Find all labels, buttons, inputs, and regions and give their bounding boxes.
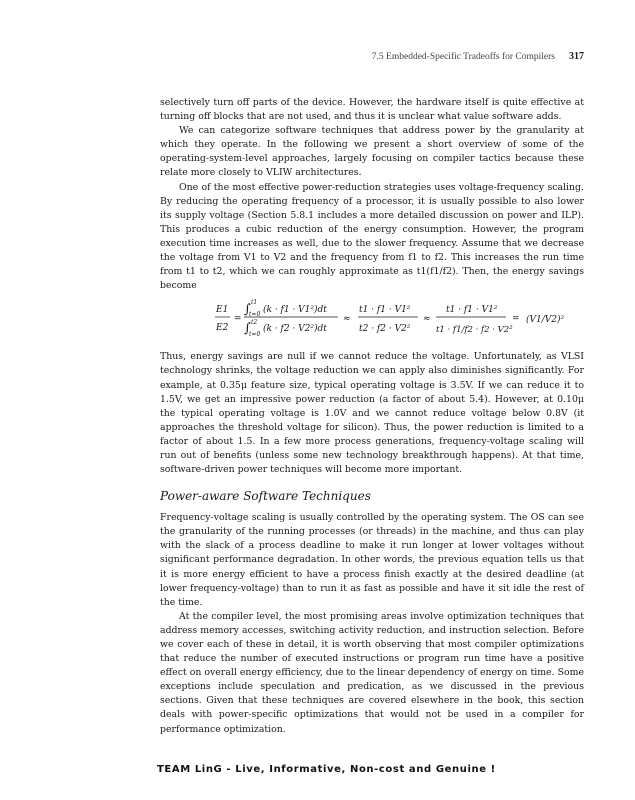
eq-right-num: t1 · f1 · V1² (446, 305, 498, 316)
integral-symbol: ∫ (244, 321, 251, 337)
paragraph: Frequency-voltage scaling is usually controlled by the operating system. The OS can see the granularity of the running processes (or threads) in the machine, and thus can play with the slack of a process deadline to make it run longer at lower voltages without significant performance degradation. In other words, the previous equation tells us that it is more energy efficient to have a process finish exactly at the desired deadline (at lower frequency-voltage) than to run it as fast as possible and have it sit idle the rest of the time. (160, 512, 584, 608)
paragraph: One of the most effective power-reduction strategies uses voltage-frequency scaling. By reducing the operating frequency of a processor, it is usually possible to also lower its supply voltage (Section 5.8.1 includes a more detailed discussion on power and ILP). This produces a cubic reduction of the energy consumption. However, the program execution time increases as well, due to the slower frequency. Assume that we decrease the voltage from V1 to V2 and the frequency from f1 to f2. This increases the run time from t1 to t2, which we can roughly approximate as t1(f1/f2). Then, the energy savings become (160, 181, 584, 292)
eq-mid-den: t2 · f2 · V2² (359, 324, 411, 335)
eq-int-den: (k · f2 · V2²)dt (263, 324, 327, 335)
eq-int-num: (k · f1 · V1²)dt (263, 305, 327, 316)
eq-t1-sup: t1 (251, 299, 258, 307)
eq-approx: ≈ (343, 314, 351, 325)
paragraph: selectively turn off parts of the device. However, the hardware itself is quite effective at turning off blocks that are not used, and thus it is unclear what value software adds. (160, 97, 584, 123)
integral-symbol: ∫ (244, 302, 251, 318)
eq-result: (V1/V2)² (526, 315, 565, 326)
eq-lhs-den: E2 (216, 323, 229, 334)
eq-approx: ≈ (423, 314, 431, 325)
eq-t0-sub: t=0 (249, 311, 261, 319)
section-title: 7.5 Embedded-Specific Tradeoffs for Compilers (371, 52, 555, 62)
paragraph: We can categorize software techniques that address power by the granularity at which they operate. In the following we present a short overview of some of the operating-system-level approaches, largely focusing on compiler tactics because these relate more closely to VLIW architectures. (160, 125, 584, 179)
eq-t0-sub: t=0 (249, 331, 261, 339)
section-heading: Power-aware Software Techniques (160, 489, 371, 504)
energy-equation (160, 295, 584, 346)
page-number: 317 (569, 51, 584, 62)
eq-equals: = (234, 314, 242, 325)
eq-t2-sup: t2 (251, 319, 258, 327)
running-head (160, 51, 584, 62)
eq-mid-num: t1 · f1 · V1² (359, 305, 411, 316)
body-text (160, 96, 584, 737)
paragraph: Thus, energy savings are null if we cannot reduce the voltage. Unfortunately, as VLSI technology shrinks, the voltage reduction we can apply also diminishes significantly. For example, at 0.35μ feature size, typical operating voltage is 3.5V. If we can reduce it to 1.5V, we get an impressive power reduction (a factor of about 5.4). However, at 0.10μ the typical operating voltage is 1.0V and we cannot reduce voltage below 0.8V (it approaches the threshold voltage for silicon). Thus, the power reduction is limited to a factor of about 1.5. In a few more process generations, frequency-voltage scaling will run out of benefits (unless some new technology breakthrough happens). At that time, software-driven power techniques will become more important. (160, 351, 584, 476)
eq-equals: = (512, 314, 520, 325)
eq-lhs-num: E1 (216, 305, 229, 316)
eq-right-den: t1 · f1/f2 · f2 · V2² (436, 325, 513, 336)
footer-watermark: TEAM LinG - Live, Informative, Non-cost and Genuine ! (157, 764, 496, 775)
paragraph: At the compiler level, the most promising areas involve optimization techniques that address memory accesses, switching activity reduction, and instruction selection. Before we cover each of these in detail, it is worth observing that most compiler optimizations that reduce the number of executed instructions or program run time have a positive effect on overall energy efficiency, due to the linear dependency of energy on time. Some exceptions include speculation and predication, as we discussed in the previous sections. Given that these techniques are covered elsewhere in the book, this section deals with power-specific optimizations that would not be used in a compiler for performance optimization. (160, 610, 584, 735)
